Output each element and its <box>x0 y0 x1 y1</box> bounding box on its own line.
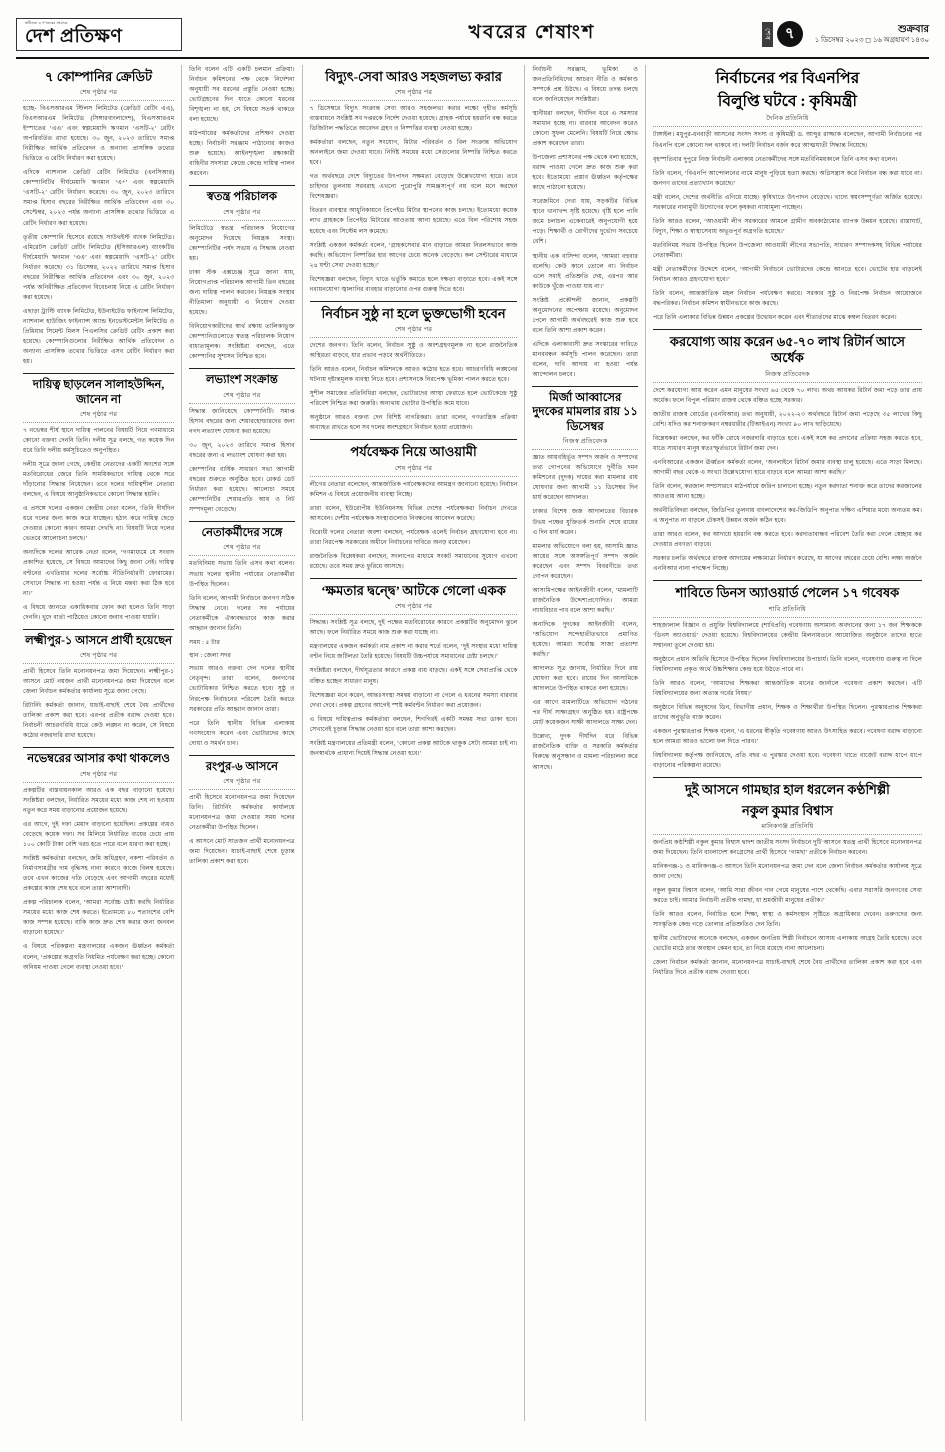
column-2 <box>182 65 303 1421</box>
paragraph: জাতীয় রাজস্ব বোর্ডের (এনবিআর) তথ্য অনুযায়ী, ২০২২-২৩ অর্থবছরে রিটার্ন জমা পড়েছে ৩৫ লাখের কিছু বেশি। যদিও কর শনাক্তকরণ নম্বরধারীর (টিআইএন) সংখ্যা ৯০ লাখ ছাড়িয়েছে। <box>652 410 922 428</box>
article-dividend <box>189 373 295 515</box>
paragraph: হচ্ছে- বিএসআরএম স্টিলস লিমিটেড (ক্রেডিট রেটিং এএ), বিএসআরএম লিমিটেড (সিঙ্গারবাংলাদেশ), বিএসআরএম ইস্পাতের ‘এএ’ এবং স্বল্পমেয়াদি ঋণমান ‘এসটি-২’ রেটিং অপরিবর্তিত রাখা হয়েছে। ৩০ জুন, ২০২৩ তারিখে সমাপ্ত নিরীক্ষিত আর্থিক প্রতিবেদন ও অন্যান্য প্রাসঙ্গিক তথ্যের ভিত্তিতে এ রেটিং নির্ধারণ করা হয়েছে। <box>23 104 175 163</box>
paragraph: অনুষ্ঠানে আরও বক্তব্য দেন বিশিষ্ট নাগরিকরা। তারা বলেন, গণতান্ত্রিক প্রক্রিয়া অব্যাহত রাখতে হলে সব দলের অংশগ্রহণে নির্বাচন হওয়া প্রয়োজন। <box>309 414 518 432</box>
paragraph: সংশ্লিষ্ট মন্ত্রণালয়ের প্রতিমন্ত্রী বলেন, ‘কোনো প্রকল্প আটকে থাকুক সেটা আমরা চাই না। জনস্বার্থকে প্রাধান্য দিয়েই সিদ্ধান্ত নেওয়া হবে।’ <box>309 739 518 757</box>
label-time: সময় <box>189 638 201 646</box>
headline: রংপুর-৬ আসনে <box>205 760 278 773</box>
paragraph: তারা আরও বলেন, কর আদায়ে হয়রানি বন্ধ করতে হবে। করদাতাবান্ধব পরিবেশ তৈরি করা গেলে স্বেচ্ছায় কর দেওয়ার প্রবণতা বাড়বে। <box>652 531 922 549</box>
paragraph: স্থানীয় এক বাসিন্দা বলেন, ‘আমরা বহুবার বলেছি। কেউ কানে তোলে না। নির্বাচন এলে সবাই প্রতিশ্রুতি দেয়, এরপর আর কাউকে খুঁজে পাওয়া যায় না।’ <box>532 252 638 290</box>
article-meeting-with-activists <box>189 526 295 749</box>
byline: মানিকগঞ্জ প্রতিনিধি <box>653 821 922 835</box>
byline: শেষ পৃষ্ঠার পর <box>310 463 518 477</box>
paragraph: নির্বাচনী সরঞ্জাম, ভূমিকা ও জনপ্রতিনিধিদের আচরণ নীতি ও কর্মকাণ্ড সম্পর্কে প্রশ্ন উঠছে। এ বিষয়ে তদন্ত চলছে বলে জানিয়েছেন সংশ্লিষ্টরা। <box>532 65 638 103</box>
paragraph: নকুল কুমার বিশ্বাস বলেন, ‘আমি সারা জীবন গান গেয়ে মানুষের পাশে থেকেছি। এবার সরাসরি জনগণের সেবা করতে চাই। আমার নির্বাচনী প্রতীক গামছা, যা শ্রমজীবী মানুষের প্রতীক।’ <box>652 887 922 905</box>
paragraph: ৭ নভেম্বর শীর্ষ স্থানে দায়িত্ব পালনের বিষয়টি নিয়ে গণমাধ্যমে কোনো বক্তব্য দেননি তিনি। দলীয় সূত্র বলছে, গত কয়েক দিন ধরে তিনি দলীয় কর্মসূচিতেও অনুপস্থিত। <box>23 426 175 454</box>
byline: শেষ পৃষ্ঠার পর <box>23 87 174 101</box>
paragraph: দেশে করযোগ্য আয় করেন এমন মানুষের সংখ্যা ৬৫ থেকে ৭০ লাখ। অথচ আয়কর রিটার্ন জমা পড়ে তার প্রায় অর্ধেক। ফলে বিপুল পরিমাণ রাজস্ব থেকে বঞ্চিত হচ্ছে সরকার। <box>652 386 922 404</box>
byline: নিজস্ব প্রতিবেদক <box>653 369 922 383</box>
article-power-struggle <box>310 583 518 759</box>
divider <box>653 329 922 330</box>
article-nakul-kumar-biswas <box>653 782 922 978</box>
divider <box>189 521 295 522</box>
divider <box>653 580 922 581</box>
article-bnp-dissolution <box>653 69 922 324</box>
headline: নেতাকর্মীদের সঙ্গে <box>201 527 283 540</box>
paragraph: ঢাকা স্টক এক্সচেঞ্জ সূত্রে জানা যায়, নিয়োগপ্রাপ্ত পরিচালক আগামী তিন বছরের জন্য দায়িত্ব পালন করবেন। নিয়ন্ত্রক সংস্থার নীতিমালা অনুযায়ী এ নিয়োগ দেওয়া হয়েছে। <box>189 268 295 316</box>
article-continuation <box>532 65 638 380</box>
byline: শাবি প্রতিনিধি <box>653 604 922 618</box>
headline: ৭ কোম্পানির ক্রেডিট <box>45 68 153 84</box>
article-fair-election <box>310 306 518 434</box>
article-mirza-abbas-verdict <box>532 391 638 772</box>
paragraph: সিদ্ধান্ত। সংশ্লিষ্ট সূত্র বলছে, দুই পক্ষের মতবিরোধের কারণে প্রকল্পটির অনুমোদন ঝুলে আছে। ফলে নির্ধারিত সময়ে কাজ শুরু করা যাচ্ছে না। <box>309 619 518 637</box>
date-line: ১ ডিসেম্বর ২০২৩ ◻ ১৬ অগ্রহায়ণ ১৪৩০ <box>814 36 929 45</box>
divider <box>653 777 922 778</box>
headline-line-2: নকুল কুমার বিশ্বাস <box>741 802 833 818</box>
paragraph: এদিকে ন্যাশনাল ক্রেডিট রেটিং লিমিটেড (এনসিআর) কোম্পানিটির দীর্ঘমেয়াদি ঋণমান ‘এ+’ এবং স্বল্পমেয়াদি ‘এসটি-২’ রেটিং নির্ধারণ করেছে। ৩০ জুন, ২০২৩ তারিখে সমাপ্ত হিসাব বছরের নিরীক্ষিত আর্থিক প্রতিবেদন এবং ৩০ সেপ্টেম্বর, ২০২৩ পর্যন্ত অন্যান্য প্রাসঙ্গিক তথ্যের ভিত্তিতে এ রেটিং নির্ধারণ করা হয়েছে। <box>23 169 175 227</box>
byline: শেষ পৃষ্ঠার পর <box>189 390 295 404</box>
headline: মির্জা আব্বাসের দুদকের মামলার রায় ১১ ডিসেম্বর <box>532 392 638 433</box>
paragraph: প্রার্থী হিসেবে তিনি মনোনয়নপত্র জমা দিয়েছেন। লক্ষ্মীপুর-১ আসনে মোট নয়জন প্রার্থী মনোনয়নপত্র জমা দিয়েছেন বলে জেলা নির্বাচন কর্মকর্তার কার্যালয় সূত্রে জানা গেছে। <box>23 668 175 696</box>
paragraph: প্রকল্প পরিচালক বলেন, ‘আমরা সর্বোচ্চ চেষ্টা করছি নির্ধারিত সময়ের মধ্যে কাজ শেষ করতে। ইতোমধ্যে ৮০ শতাংশের বেশি কাজ সম্পন্ন হয়েছে। বাকি কাজ দ্রুত শেষ করার জন্য জনবল বাড়ানো হয়েছে।’ <box>23 899 175 937</box>
paragraph: দেশের জনগণ। তিনি বলেন, নির্বাচন সুষ্ঠু ও অংশগ্রহণমূলক না হলে রাজনৈতিক অস্থিরতা বাড়বে, যার প্রভাব পড়বে অর্থনীতিতে। <box>309 342 518 360</box>
headline: স্বতন্ত্র পরিচালক <box>206 191 277 204</box>
article-deans-award <box>653 585 922 771</box>
paragraph: সরকার চলতি অর্থবছরে রাজস্ব আদায়ের লক্ষ্যমাত্রা নির্ধারণ করেছে, যা আগের বছরের চেয়ে বেশি। লক্ষ্য অর্জনে এনবিআর নানা পদক্ষেপ নিচ্ছে। <box>652 555 922 573</box>
paragraph: সংশ্লিষ্ট একজন কর্মকর্তা বলেন, ‘গ্রাহকসেবার মান বাড়াতে আমরা নিরলসভাবে কাজ করছি। অভিযোগ নিষ্পত্তির হার আগের চেয়ে অনেক বেড়েছে। কল সেন্টারের মাধ্যমে ২৪ ঘণ্টা সেবা দেওয়া হচ্ছে।’ <box>309 241 518 269</box>
headline: পর্যবেক্ষক নিয়ে আওয়ামী <box>350 444 477 460</box>
paragraph: কোম্পানির বার্ষিক সাধারণ সভা আগামী বছরের শুরুতে অনুষ্ঠিত হবে। রেকর্ড ডেট নির্ধারণ করা হয়েছে। আলোচ্য সময়ে কোম্পানিটির শেয়ারপ্রতি আয় ও নিট সম্পদমূল্য বেড়েছে। <box>189 465 295 514</box>
paragraph: এনবিআরের একজন ঊর্ধ্বতন কর্মকর্তা বলেন, ‘অনলাইনে রিটার্ন জমার ব্যবস্থা চালু হয়েছে। এতে সাড়া মিলছে। আগামী বছর থেকে এ সংখ্যা উল্লেখযোগ্য হারে বাড়বে বলে আমরা আশা করছি।’ <box>652 459 922 477</box>
headline: লভ্যাংশ সংক্রান্ত <box>205 374 278 387</box>
paragraph: এ আসনে মোট সাতজন প্রার্থী মনোনয়নপত্র জমা দিয়েছেন। যাচাই-বাছাই শেষে চূড়ান্ত তালিকা প্রকাশ করা হবে। <box>189 838 295 866</box>
paragraph: সুশীল সমাজের প্রতিনিধিরা বলছেন, ভোটারদের আস্থা ফেরাতে হলে ভোটকেন্দ্রে সুষ্ঠু পরিবেশ নিশ্চিত করা জরুরি। অন্যথায় ভোটার উপস্থিতি কমে যাবে। <box>309 390 518 408</box>
paragraph: মামলার অভিযোগে বলা হয়, আসামি জ্ঞাত আয়ের সঙ্গে অসঙ্গতিপূর্ণ সম্পদ অর্জন করেছেন এবং সম্পদ বিবরণীতে তথ্য গোপন করেছেন। <box>532 542 638 580</box>
logo-name: দেশ প্রতিক্ষণ <box>25 25 123 47</box>
value-time: : ৫ টার <box>202 638 220 646</box>
byline: শেষ পৃষ্ঠার পর <box>189 542 295 556</box>
page-number: ৭ <box>777 21 803 47</box>
weekday: শুক্রবার <box>898 23 929 35</box>
paragraph: সিদ্ধান্ত জানিয়েছে কোম্পানিটি। সমাপ্ত হিসাব বছরের জন্য শেয়ারহোল্ডারদের জন্য নগদ লভ্যাংশ ঘোষণা করা হয়েছে। <box>189 407 295 435</box>
headline: শাবিতে ডিনস অ্যাওয়ার্ড পেলেন ১৭ গবেষক <box>675 585 900 601</box>
divider <box>310 439 518 440</box>
date-block <box>807 24 929 45</box>
paragraph: বিশেষজ্ঞরা বলছেন, বিদ্যুৎ খাতে ভর্তুকি কমাতে হলে দক্ষতা বাড়াতে হবে। একই সঙ্গে নবায়নযোগ্য জ্বালানির ব্যবহার বাড়ানোর ওপর গুরুত্ব দিতে হবে। <box>309 275 518 293</box>
paragraph: বিরোধী দলের নেতারা অবশ্য বলছেন, পর্যবেক্ষক এলেই নির্বাচন গ্রহণযোগ্য হবে না। তারা নিরপেক্ষ সরকারের অধীনে নির্বাচনের দাবিতে অনড় রয়েছেন। <box>309 528 518 546</box>
paragraph: বিশ্লেষকরা বলছেন, কর ফাঁকি রোধে নজরদারি বাড়াতে হবে। একই সঙ্গে কর প্রদানের প্রক্রিয়া সহজ করতে হবে, যাতে সাধারণ মানুষ স্বতঃস্ফূর্তভাবে রিটার্ন জমা দেন। <box>652 434 922 452</box>
paragraph: এছাড়া ট্রাস্টি ব্যাংক লিমিটেড, ইউনাইটেড ফাইন্যান্স লিমিটেড, ন্যাশনাল হাউজিং ফাইন্যান্স অ্যান্ড ইনভেস্টমেন্টস লিমিটেড ও প্রিমিয়ার সিমেন্ট মিলস পিএলসির ক্রেডিট রেটিং প্রকাশ করা হয়েছে। কোম্পানিগুলোর নিরীক্ষিত আর্থিক প্রতিবেদন ও অন্যান্য প্রাসঙ্গিক তথ্যের ভিত্তিতে এসব রেটিং নির্ধারণ করা হয়। <box>23 307 175 366</box>
paragraph: লিমিটেডে স্বতন্ত্র পরিচালক নিয়োগের অনুমোদন দিয়েছে নিয়ন্ত্রক সংস্থা। কোম্পানিটির পর্ষদ সভায় এ সিদ্ধান্ত নেওয়া হয়। <box>189 224 295 262</box>
headline: ‘ক্ষমতার দ্বন্দ্বে’ আটকে গেলো একক <box>321 583 506 599</box>
article-7-company-credit <box>23 69 174 367</box>
paragraph: লীগের নেতারা বলেছেন, আন্তর্জাতিক পর্যবেক্ষকদের আমন্ত্রণ জানানো হয়েছে। নির্বাচন কমিশন এ বিষয়ে প্রয়োজনীয় ব্যবস্থা নিচ্ছে। <box>309 480 518 498</box>
byline: শেষ পৃষ্ঠার পর <box>310 324 518 338</box>
byline: দৈনিক প্রতিনিধি <box>653 113 922 127</box>
paragraph: ঢাকার বিশেষ জজ আদালতের বিচারক উভয় পক্ষের যুক্তিতর্ক শুনানি শেষে রায়ের এ দিন ধার্য করেন। <box>532 508 638 536</box>
paragraph: বিনিয়োগকারীদের স্বার্থ রক্ষায় তালিকাভুক্ত কোম্পানিগুলোতে স্বতন্ত্র পরিচালক নিয়োগ বাধ্যতামূলক। সংশ্লিষ্টরা বলছেন, এতে কোম্পানির সুশাসন নিশ্চিত হবে। <box>189 323 295 361</box>
column-5 <box>646 65 929 1421</box>
column-grid <box>16 65 929 1421</box>
article-electricity-service <box>310 69 518 295</box>
divider <box>189 368 295 369</box>
paragraph: এ বিষয়ে পরিকল্পনা মন্ত্রণালয়ের একজন ঊর্ধ্বতন কর্মকর্তা বলেন, ‘প্রকল্পের অগ্রগতি নিয়মিত পর্যবেক্ষণ করা হচ্ছে। কোনো অনিয়ম পাওয়া গেলে ব্যবস্থা নেওয়া হবে।’ <box>23 943 175 971</box>
paragraph: এ প্রসঙ্গে দলের একজন কেন্দ্রীয় নেতা বলেন, ‘তিনি দীর্ঘদিন ধরে দলের জন্য কাজ করে যাচ্ছেন। হঠাৎ করে দায়িত্ব ছেড়ে দেওয়ার কোনো কারণ আমরা দেখছি না। বিষয়টি নিয়ে দলের ভেতরে আলোচনা চলছে।’ <box>23 505 175 543</box>
divider <box>310 578 518 579</box>
paragraph: প্রার্থী হিসেবে মনোনয়নপত্র জমা দিয়েছেন তিনি। রিটার্নিং কর্মকর্তার কার্যালয়ে মনোনয়নপত্র জমা দেওয়ার সময় দলের নেতাকর্মীরা উপস্থিত ছিলেন। <box>189 794 295 832</box>
divider <box>23 747 174 748</box>
paragraph: তিনি বলেন, আন্তর্জাতিক মহল নির্বাচন পর্যবেক্ষণ করবে। সরকার সুষ্ঠু ও নিরপেক্ষ নির্বাচন আয়োজনে বদ্ধপরিকর। নির্বাচন কমিশন স্বাধীনভাবে কাজ করছে। <box>652 290 922 308</box>
paragraph: রিটার্নিং কর্মকর্তা জানান, যাচাই-বাছাই শেষে বৈধ প্রার্থীদের তালিকা প্রকাশ করা হবে। এরপর প্রতীক বরাদ্দ দেওয়া হবে। নির্বাচনী আচরণবিধি যাতে কেউ লঙ্ঘন না করেন, সে বিষয়ে কঠোর নজরদারি রাখা হয়েছে। <box>23 702 175 740</box>
paragraph: বিশ্ববিদ্যালয় কর্তৃপক্ষ জানিয়েছে, প্রতি বছর এ পুরস্কার দেওয়া হবে। গবেষণা খাতে বাজেট বরাদ্দ ধাপে ধাপে বাড়ানোর পরিকল্পনা রয়েছে। <box>652 752 922 770</box>
paragraph: সংশ্লিষ্ট প্রকৌশলী জানান, প্রকল্পটি অনুমোদনের অপেক্ষায় রয়েছে। অনুমোদন পেলে আগামী অর্থবছরেই কাজ শুরু হবে বলে তিনি আশা প্রকাশ করেন। <box>532 296 638 334</box>
paragraph: স্থানীয়রা বলছেন, দীর্ঘদিন ধরে এ সমস্যার সমাধান হচ্ছে না। বারবার আবেদন করেও কোনো সুফল মেলেনি। বিষয়টি নিয়ে ক্ষোভ প্রকাশ করেছেন তারা। <box>532 109 638 148</box>
paragraph: আসামিপক্ষের আইনজীবী বলেন, ‘মামলাটি রাজনৈতিক উদ্দেশ্যপ্রণোদিত। আমরা ন্যায়বিচার পাব বলে আশা করছি।’ <box>532 586 638 614</box>
headline-line-1: নির্বাচনের পর বিএনপির <box>715 69 860 87</box>
paragraph: উল্লেখ্য, দুদক দীর্ঘদিন ধরে বিভিন্ন রাজনৈতিক ব্যক্তি ও সরকারি কর্মকর্তার বিরুদ্ধে অনুসন্ধান ও মামলা পরিচালনা করে আসছে। <box>532 733 638 771</box>
byline: শেষ পৃষ্ঠার পর <box>310 601 518 615</box>
paragraph: অনুষ্ঠানে প্রধান অতিথি হিসেবে উপস্থিত ছিলেন বিশ্ববিদ্যালয়ের উপাচার্য। তিনি বলেন, গবেষণায় গুরুত্ব না দিলে বিশ্ববিদ্যালয় প্রকৃত অর্থে উচ্চশিক্ষার কেন্দ্র হয়ে উঠতে পারে না। <box>652 655 922 673</box>
paragraph: মন্ত্রী নেতাকর্মীদের উদ্দেশে বলেন, ‘আগামী নির্বাচনে ভোটারদের কেন্দ্রে আনতে হবে। ভোটের হার বাড়লেই নির্বাচন আরও গ্রহণযোগ্য হবে।’ <box>652 266 922 284</box>
paragraph: তিনি বলেন এটি একটি চলমান প্রক্রিয়া। নির্বাচন কমিশনের পক্ষ থেকে নির্দেশনা অনুযায়ী সব ধরনের প্রস্তুতি নেওয়া হচ্ছে। ভোটগ্রহণের দিন যাতে কোনো ধরনের বিশৃঙ্খলা না হয়, সে বিষয়ে সতর্ক থাকতে বলা হয়েছে। <box>189 65 295 123</box>
logo-tagline: স্বাধীনতা ও গণতন্ত্রের সংগ্রামে <box>25 21 68 25</box>
paragraph: অনুষ্ঠানে বিভিন্ন অনুষদের ডিন, বিভাগীয় প্রধান, শিক্ষক ও শিক্ষার্থীরা উপস্থিত ছিলেন। পুরস্কারপ্রাপ্ত শিক্ষকরা তাদের অনুভূতি ব্যক্ত করেন। <box>652 704 922 722</box>
paragraph: এর আগে, দুই দফা মেয়াদ বাড়ানো হয়েছিল। প্রকল্পের ব্যয়ও বেড়েছে কয়েক দফা। সব মিলিয়ে নির্ধারিত ব্যয়ের চেয়ে প্রায় ১০০ কোটি টাকা বেশি খরচ হতে পারে বলে ধারণা করা হচ্ছে। <box>23 820 175 849</box>
headline: করযোগ্য আয় করেন ৬৫-৭০ লাখ রিটার্ন আসে অর্ধেক <box>669 334 906 366</box>
paragraph: জনপ্রিয় কণ্ঠশিল্পী নকুল কুমার বিশ্বাস দ্বাদশ জাতীয় সংসদ নির্বাচনে দুটি আসনে স্বতন্ত্র প্রার্থী হিসেবে মনোনয়নপত্র জমা দিয়েছেন। তিনি বাংলাদেশ কংগ্রেসের প্রার্থী হিসেবে ‘গামছা’ প্রতীকে নির্বাচন করবেন। <box>652 838 922 856</box>
paragraph: কর্মকর্তারা বলছেন, নতুন সংযোগ, মিটার পরিবর্তন ও বিল সংক্রান্ত অভিযোগ অনলাইনে জমা দেওয়া যাবে। নির্দিষ্ট সময়ের মধ্যে সেগুলোর নিষ্পত্তি নিশ্চিত করতে হবে। <box>309 139 518 167</box>
article-november-delay <box>23 752 174 972</box>
paragraph: ৩০ জুন, ২০২৩ তারিখে সমাপ্ত হিসাব বছরের জন্য এ লভ্যাংশ ঘোষণা করা হয়। <box>189 441 295 459</box>
paragraph: মন্ত্রণালয়ের একজন কর্মকর্তা নাম প্রকাশ না করার শর্তে বলেন, ‘দুই সংস্থার মধ্যে দায়িত্ব বণ্টন নিয়ে জটিলতা তৈরি হয়েছে। বিষয়টি উচ্চপর্যায়ে সমাধানের চেষ্টা চলছে।’ <box>309 643 518 661</box>
paragraph: মন্ত্রী বলেন, দেশের অর্থনীতি এগিয়ে যাচ্ছে। কৃষিখাতে উৎপাদন বেড়েছে। খাদ্যে স্বয়ংসম্পূর্ণতা অর্জিত হয়েছে। সরকারের নানামুখী উদ্যোগের ফলে কৃষকরা ন্যায্যমূল্য পাচ্ছেন। <box>652 193 922 211</box>
article-rangpur-6 <box>189 760 295 868</box>
detail-place <box>189 651 295 660</box>
paragraph: এ বিষয়ে দায়িত্বপ্রাপ্ত কর্মকর্তারা বলছেন, শিগগিরই একটি সমন্বয় সভা ডাকা হবে। সেখানেই চূড়ান্ত সিদ্ধান্ত নেওয়া হবে বলে তারা আশা করছেন। <box>309 715 518 733</box>
article-taxable-income <box>653 334 922 574</box>
paragraph: অর্থনীতিবিদরা বলছেন, জিডিপির তুলনায় বাংলাদেশের কর-জিডিপি অনুপাত দক্ষিণ এশিয়ার মধ্যে অন্যতম কম। এ অনুপাত না বাড়লে টেকসই উন্নয়ন অর্জন কঠিন হবে। <box>652 507 922 525</box>
divider <box>189 755 295 756</box>
headline: লক্ষ্মীপুর-১ আসনে প্রার্থী হয়েছেন <box>25 634 173 647</box>
divider <box>23 629 174 630</box>
article-lakshmipur-1-candidate <box>23 634 174 742</box>
headline: নির্বাচন সুষ্ঠু না হলে ভুক্তভোগী হবেন <box>321 305 506 321</box>
headline-line-1: দুই আসনে গামছার হাল ধরলেন কণ্ঠশিল্পী <box>685 782 890 798</box>
folio-label: শেষ <box>762 22 773 47</box>
paragraph: মতবিনিময় সভায় উপস্থিত ছিলেন উপজেলা আওয়ামী লীগের সভাপতি, সাধারণ সম্পাদকসহ বিভিন্ন পর্যায়ের নেতাকর্মীরা। <box>652 241 922 259</box>
value-place: : জেলা সদর <box>200 652 231 660</box>
column-1 <box>16 65 182 1421</box>
headline: নভেম্বরের আসার কথা থাকলেও <box>27 753 170 766</box>
paragraph: সংশ্লিষ্ট কর্মকর্তারা বলছেন, জমি অধিগ্রহণ, নকশা পরিবর্তন ও নির্মাণসামগ্রীর দাম বৃদ্ধিসহ নানা কারণে কাজে বিলম্ব হয়েছে। তবে এখন কাজের গতি বেড়েছে এবং আগামী বছরের মধ্যেই প্রকল্পের কাজ শেষ হবে বলে তারা আশাবাদী। <box>23 855 175 893</box>
paragraph: সরেজমিনে দেখা যায়, সড়কটির বিভিন্ন স্থানে খানাখন্দ সৃষ্টি হয়েছে। বৃষ্টি হলে পানি জমে চলাচল একেবারেই অনুপযোগী হয়ে পড়ে। শিক্ষার্থী ও রোগীদের দুর্ভোগ সবচেয়ে বেশি। <box>532 198 638 246</box>
paragraph: পরে তিনি এলাকার বিভিন্ন উন্নয়ন প্রকল্পের উদ্বোধন করেন এবং শীতার্তদের মাঝে কম্বল বিতরণ করেন। <box>652 314 897 322</box>
paragraph: তিনি আরও বলেন, নির্বাচন কমিশনকে আরও কঠোর হতে হবে। আচরণবিধি লঙ্ঘনের ঘটনায় দৃষ্টান্তমূলক ব্যবস্থা নিতে হবে। প্রশাসনকে নিরপেক্ষ ভূমিকা পালন করতে হবে। <box>309 366 518 384</box>
divider <box>23 373 174 374</box>
divider <box>189 185 295 186</box>
byline: শেষ পৃষ্ঠার পর <box>189 207 295 221</box>
paragraph: ৭ ডিসেম্বরে বিদ্যুৎ সংক্রান্ত সেবা আরও সহজলভ্য করার লক্ষ্যে গৃহীত কর্মসূচি বাস্তবায়নে সংশ্লিষ্ট সব দপ্তরকে নির্দেশ দেওয়া হয়েছে। গ্রাহক পর্যায়ে হয়রানি বন্ধ করতে ডিজিটাল পদ্ধতিতে আবেদন গ্রহণ ও নিষ্পত্তির ব্যবস্থা নেওয়া হচ্ছে। <box>309 104 518 133</box>
article-continuation <box>189 65 295 180</box>
paragraph: বৃহস্পতিবার দুপুরে নিজ নির্বাচনী এলাকায় নেতাকর্মীদের সঙ্গে মতবিনিময়কালে তিনি এসব কথা বলেন। <box>652 155 898 163</box>
paragraph: স্থানীয় ভোটারদের অনেকে বলছেন, একজন জনপ্রিয় শিল্পী নির্বাচনে আসায় এলাকায় আগ্রহ তৈরি হয়েছে। তবে ভোটের মাঠে তার অবস্থান কেমন হবে, তা নিয়ে রয়েছে নানা আলোচনা। <box>652 935 922 953</box>
paragraph: এদিকে এলাকাবাসী দ্রুত সংস্কারের দাবিতে মানববন্ধন কর্মসূচি পালন করেছেন। তারা বলেন, দাবি আদায় না হওয়া পর্যন্ত আন্দোলন চলবে। <box>532 340 638 379</box>
newspaper-logo[interactable] <box>16 18 182 51</box>
headline-line-2: বিলুপ্তি ঘটবে : কৃষিমন্ত্রী <box>717 93 857 111</box>
divider <box>310 301 518 302</box>
paragraph: গত অর্থবছরে দেশে বিদ্যুতের উৎপাদন সক্ষমতা বেড়েছে উল্লেখযোগ্য হারে। তবে চাহিদার তুলনায় সরবরাহ এখনো পুরোপুরি সামঞ্জস্যপূর্ণ নয় বলে মনে করছেন বিশেষজ্ঞরা। <box>309 173 518 201</box>
paragraph: মানিকগঞ্জ-১ ও মানিকগঞ্জ-৩ আসনে তিনি মনোনয়নপত্র জমা দেন বলে জেলা নির্বাচন কর্মকর্তার কার্যালয় সূত্রে জানা গেছে। <box>652 862 922 880</box>
paragraph: রাজনৈতিক বিশ্লেষকরা বলছেন, সংলাপের মাধ্যমে সংকট সমাধানের সুযোগ এখনো রয়েছে। তবে সময় দ্রুত ফুরিয়ে আসছে। <box>309 552 518 570</box>
paragraph: বিতরণ ব্যবস্থার আধুনিকায়নে প্রিপেইড মিটার স্থাপনের কাজ চলছে। ইতোমধ্যে কয়েক লাখ গ্রাহককে প্রিপেইড মিটারের আওতায় আনা হয়েছে। এতে বিল পরিশোধ সহজ হয়েছে এবং সিস্টেম লস কমেছে। <box>309 207 518 235</box>
paragraph: জ্ঞাত আয়বহির্ভূত সম্পদ অর্জন ও সম্পদের তথ্য গোপনের অভিযোগে দুর্নীতি দমন কমিশনের (দুদক) দায়ের করা মামলার রায় ঘোষণার জন্য আগামী ১১ ডিসেম্বর দিন ধার্য করেছেন আদালত। <box>532 454 638 502</box>
paragraph: তিনি বলেন, করজাল সম্প্রসারণে মাঠপর্যায়ে জরিপ চালানো হচ্ছে। নতুন করদাতা শনাক্ত করে তাদের করজালের আওতায় আনা হচ্ছে। <box>652 483 922 501</box>
paragraph: তারা বলেন, ইউরোপীয় ইউনিয়নসহ বিভিন্ন দেশের পর্যবেক্ষকরা নির্বাচন দেখতে আসবেন। দেশীয় পর্যবেক্ষক সংস্থাগুলোও নিবন্ধনের আবেদন করেছে। <box>309 504 518 522</box>
paragraph: তিনি আরও বলেন, ‘আমাদের শিক্ষকরা আন্তর্জাতিক মানের জার্নালে গবেষণা প্রকাশ করছেন। এটি বিশ্ববিদ্যালয়ের জন্য অত্যন্ত গর্বের বিষয়।’ <box>652 679 922 698</box>
article-independent-director <box>189 190 295 362</box>
paragraph: উপজেলা প্রশাসনের পক্ষ থেকে বলা হয়েছে, বরাদ্দ পাওয়া গেলে দ্রুত কাজ শুরু করা হবে। ইতোমধ্যে প্রস্তাব ঊর্ধ্বতন কর্তৃপক্ষের কাছে পাঠানো হয়েছে। <box>532 154 638 192</box>
detail-time <box>189 638 295 647</box>
section-title: খবরের শেষাংশ <box>468 22 596 44</box>
paragraph: তৃতীয় কোম্পানি হিসেবে রয়েছে সাউথইস্ট ব্যাংক লিমিটেড। এমিরেটস ক্রেডিট রেটিং লিমিটেড (ইসিআরএল) ব্যাংকটির দীর্ঘমেয়াদি ঋণমান ‘এএ’ এবং স্বল্পমেয়াদি ‘এসটি-২’ রেটিং নির্ধারণ করেছে। ৩১ ডিসেম্বর, ২০২২ তারিখে সমাপ্ত হিসাব বছরের নিরীক্ষিত আর্থিক প্রতিবেদন এবং ৩০ জুন, ২০২৩ পর্যন্ত অনিরীক্ষিত প্রতিবেদন বিবেচনায় নিয়ে এ রেটিং নির্ধারণ করা হয়েছে। <box>23 233 175 301</box>
byline: শেষ পৃষ্ঠার পর <box>23 650 174 664</box>
label-place: স্থান <box>189 652 199 660</box>
paragraph: প্রকল্পটির বাস্তবায়নকাল আরও এক বছর বাড়ানো হয়েছে। সংশ্লিষ্টরা বলছেন, নির্ধারিত সময়ের মধ্যে কাজ শেষ না হওয়ায় নতুন করে সময় বাড়ানোর প্রয়োজন হয়েছে। <box>23 786 175 814</box>
byline: শেষ পৃষ্ঠার পর <box>189 776 295 790</box>
paragraph: এর আগে মামলাটিতে অভিযোগ গঠনের পর দীর্ঘ সাক্ষ্যগ্রহণ অনুষ্ঠিত হয়। রাষ্ট্রপক্ষে মোট কয়েকজন সাক্ষী আদালতে সাক্ষ্য দেন। <box>532 699 638 727</box>
column-3 <box>303 65 526 1421</box>
article-salahuddin-resign <box>23 378 174 623</box>
paragraph: জেলা নির্বাচন কর্মকর্তা জানান, মনোনয়নপত্র যাচাই-বাছাই শেষে বৈধ প্রার্থীদের তালিকা প্রকাশ করা হবে এবং নির্ধারিত দিনে প্রতীক বরাদ্দ দেওয়া হবে। <box>652 959 922 977</box>
divider <box>532 386 638 387</box>
paragraph: শাহজালাল বিজ্ঞান ও প্রযুক্তি বিশ্ববিদ্যালয়ে (শাবিপ্রবি) গবেষণায় অসামান্য অবদানের জন্য ১৭ জন শিক্ষককে ‘ডিনস অ্যাওয়ার্ড’ দেওয়া হয়েছে। বিশ্ববিদ্যালয়ের কেন্দ্রীয় মিলনায়তনে আয়োজিত অনুষ্ঠানে তাদের হাতে সম্মাননা তুলে দেওয়া হয়। <box>652 621 922 649</box>
byline: শেষ পৃষ্ঠার পর <box>310 87 518 101</box>
paragraph: বিশেষজ্ঞরা মনে করেন, আন্তঃসংস্থা সমন্বয় বাড়ানো না গেলে এ ধরনের সমস্যা বারবার দেখা দেবে। প্রকল্প গ্রহণের আগেই স্পষ্ট কর্মবণ্টন নির্ধারণ করা প্রয়োজন। <box>309 691 518 709</box>
paragraph: আদালত সূত্র জানায়, নির্ধারিত দিনে রায় ঘোষণা করা হবে। রায়ের দিন আসামিকে আদালতে উপস্থিত থাকতে বলা হয়েছে। <box>532 665 638 693</box>
masthead <box>16 18 929 59</box>
paragraph: একজন পুরস্কারপ্রাপ্ত শিক্ষক বলেন, ‘এ ধরনের স্বীকৃতি গবেষণায় আরও উৎসাহিত করবে। গবেষণা বরাদ্দ বাড়ানো হলে আমরা আরও ভালো ফল দিতে পারব।’ <box>652 728 922 746</box>
paragraph: তিনি বলেন, আগামী নির্বাচনে জনগণ সঠিক সিদ্ধান্ত নেবে। দলের সব পর্যায়ের নেতাকর্মীকে ঐক্যবদ্ধভাবে কাজ করার আহ্বান জানান তিনি। <box>189 594 295 632</box>
paragraph: মতবিনিময় সভায় তিনি এসব কথা বলেন। সভায় দলের স্থানীয় পর্যায়ের নেতাকর্মীরা উপস্থিত ছিলেন। <box>189 560 295 588</box>
headline: দায়িত্ব ছাড়লেন সালাহউদ্দিন, জানেন না <box>32 379 165 406</box>
byline: শেষ পৃষ্ঠার পর <box>23 769 174 783</box>
paragraph: অন্যদিকে দুদকের আইনজীবী বলেন, ‘অভিযোগ সন্দেহাতীতভাবে প্রমাণিত হয়েছে। আমরা সর্বোচ্চ সাজা প্রত্যাশা করছি।’ <box>532 620 638 659</box>
paragraph: তিনি আরও বলেন, ‘আওয়ামী লীগ সরকারের আমলে গ্রামীণ অবকাঠামোর ব্যাপক উন্নয়ন হয়েছে। রাস্তাঘাট, বিদ্যুৎ, শিক্ষা ও স্বাস্থ্যসেবায় অভূতপূর্ব অগ্রগতি হয়েছে।’ <box>652 217 922 235</box>
folio <box>762 21 929 47</box>
paragraph: সভায় আরও বক্তব্য দেন দলের স্থানীয় নেতৃবৃন্দ। তারা বলেন, জনগণের ভোটাধিকার নিশ্চিত করতে হবে। সুষ্ঠু ও নিরপেক্ষ নির্বাচনের পরিবেশ তৈরি করতে সরকারের প্রতি আহ্বান জানান তারা। <box>189 665 295 713</box>
paragraph: দলীয় সূত্রে জানা গেছে, কেন্দ্রীয় নেতাদের একটি অংশের সঙ্গে মতবিরোধের জেরে তিনি সাময়িকভাবে দায়িত্ব থেকে সরে দাঁড়ানোর সিদ্ধান্ত নিয়েছেন। তবে দলের দায়িত্বশীল নেতারা বলছেন, এ বিষয়ে আনুষ্ঠানিকভাবে কোনো সিদ্ধান্ত হয়নি। <box>23 461 175 499</box>
column-4 <box>525 65 646 1421</box>
paragraph: তিনি আরও বলেন, নির্বাচিত হলে শিক্ষা, স্বাস্থ্য ও কর্মসংস্থান সৃষ্টিতে অগ্রাধিকার দেবেন। তরুণদের জন্য সাংস্কৃতিক কেন্দ্র গড়ে তোলার প্রতিশ্রুতিও দেন তিনি। <box>652 911 922 929</box>
paragraph: মাঠপর্যায়ের কর্মকর্তাদের প্রশিক্ষণ দেওয়া হচ্ছে। নির্বাচনী সরঞ্জাম পাঠানোর কাজও শুরু হয়েছে। আইনশৃঙ্খলা রক্ষাকারী বাহিনীর সদস্যরা কেন্দ্রে কেন্দ্রে দায়িত্ব পালন করবেন। <box>189 130 295 178</box>
headline: বিদ্যুৎ-সেবা আরও সহজলভ্য করার <box>325 68 502 84</box>
paragraph: টাঙ্গাইল। মধুপুর-ধনবাড়ী আসনের সংসদ সদস্য ও কৃষিমন্ত্রী ড. আব্দুর রাজ্জাক বলেছেন, আগামী নির্বাচনের পর বিএনপি বলে কোনো দল থাকবে না। দলটি নির্বাচন বর্জন করে আত্মঘাতী সিদ্ধান্ত নিয়েছে। <box>652 131 922 149</box>
article-observers-awami <box>310 444 518 572</box>
paragraph: অন্যদিকে দলের আরেক নেতা বলেন, ‘গণমাধ্যমে যে সংবাদ প্রকাশিত হয়েছে, সে বিষয়ে আমাদের কিছু জানা নেই। দায়িত্ব বণ্টনের এখতিয়ার দলের সর্বোচ্চ নীতিনির্ধারণী ফোরামের। সেখানে সিদ্ধান্ত না হওয়া পর্যন্ত এ নিয়ে মন্তব্য করা ঠিক হবে না।’ <box>23 549 175 597</box>
paragraph: সংশ্লিষ্টরা বলছেন, দীর্ঘসূত্রতার কারণে প্রকল্প ব্যয় বাড়ছে। একই সঙ্গে সেবাপ্রাপ্তি থেকে বঞ্চিত হচ্ছেন সাধারণ মানুষ। <box>309 667 518 685</box>
paragraph: এ বিষয়ে জানতে একাধিকবার ফোন করা হলেও তিনি সাড়া দেননি। খুদে বার্তা পাঠিয়েও কোনো জবাব পাওয়া যায়নি। <box>23 603 175 621</box>
byline: শেষ পৃষ্ঠার পর <box>23 409 174 423</box>
paragraph: তিনি বলেন, ‘বিএনপি আন্দোলনের নামে মানুষ পুড়িয়ে হত্যা করছে। অগ্নিসন্ত্রাস করে নির্বাচন বন্ধ করা যাবে না। জনগণ তাদের প্রত্যাখ্যান করেছে।’ <box>652 169 922 187</box>
byline: নিজস্ব প্রতিবেদক <box>532 436 638 450</box>
paragraph: পরে তিনি স্থানীয় বিভিন্ন এলাকায় গণসংযোগ করেন এবং ভোটারদের কাছে দোয়া ও সমর্থন চান। <box>189 719 295 747</box>
